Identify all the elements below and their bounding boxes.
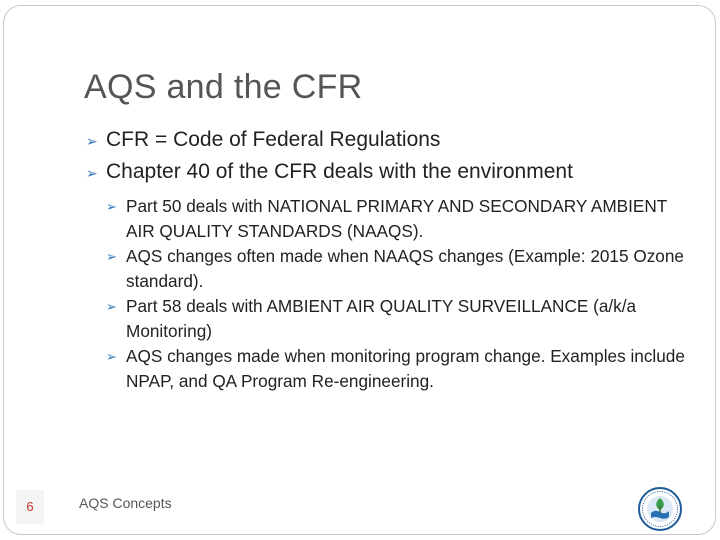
sub-bullet-item [104,194,694,244]
bullet-text: CFR = Code of Federal Regulations [106,128,441,151]
sub-bullet-text: AQS changes made when monitoring program change. Examples include NPAP, and QA Program Re-engineering. [126,346,685,391]
sub-bullet-item [104,344,694,394]
bullet-arrow-icon: ➢ [106,199,117,214]
footer-label: AQS Concepts [79,495,172,511]
bullet-arrow-icon: ➢ [106,249,117,264]
bullet-arrow-icon: ➢ [86,133,98,149]
bullet-item [84,156,694,188]
sub-bullet-text: Part 58 deals with AMBIENT AIR QUALITY SURVEILLANCE (a/k/a Monitoring) [126,296,637,341]
epa-seal-icon [637,486,683,532]
sub-bullet-item [104,244,694,294]
page-number: 6 [26,499,34,514]
bullet-list [84,124,694,394]
bullet-arrow-icon: ➢ [106,349,117,364]
bullet-text: Chapter 40 of the CFR deals with the environment [106,160,573,183]
bullet-arrow-icon: ➢ [86,165,98,181]
page-number-box [16,490,44,524]
sub-bullet-text: Part 50 deals with NATIONAL PRIMARY AND SECONDARY AMBIENT AIR QUALITY STANDARDS (NAAQS). [126,196,667,241]
bullet-arrow-icon: ➢ [106,299,117,314]
sub-bullet-text: AQS changes often made when NAAQS changes (Example: 2015 Ozone standard). [126,246,684,291]
slide [3,5,716,535]
sub-bullet-item [104,294,694,344]
slide-title: AQS and the CFR [84,68,363,106]
bullet-item [84,124,694,156]
